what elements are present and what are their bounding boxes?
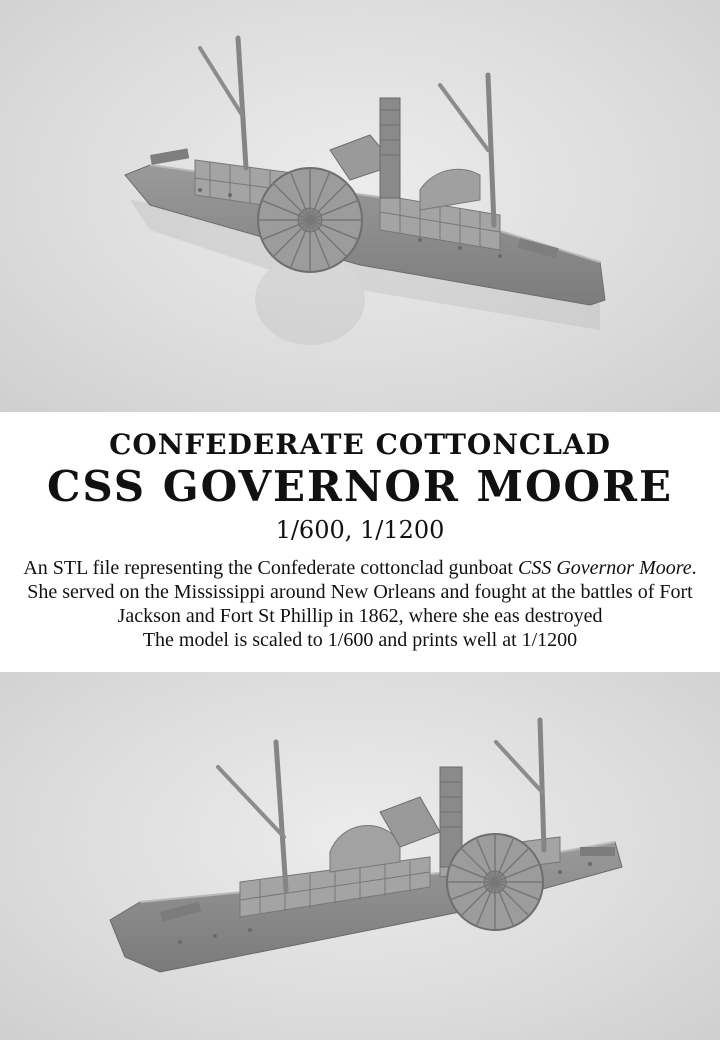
ship-render-top (0, 0, 720, 412)
description-text-b: . She served on the Mississippi around New Orleans and fought at the battles of Fort Jackson and Fort St Phillip in 1862, where she eas destroyed (27, 557, 697, 627)
description-paragraph-2: The model is scaled to 1/600 and prints well at 1/1200 (142, 629, 578, 651)
description (6, 556, 714, 652)
ship-render-bottom (0, 672, 720, 1040)
subtitle: CONFEDERATE COTTONCLAD (109, 428, 611, 461)
ship-model-image-bottom (0, 672, 720, 1040)
description-paragraph-1 (6, 556, 714, 628)
ship-name-italic: CSS Governor Moore (517, 557, 692, 579)
paddle-wheel-bottom (447, 834, 543, 930)
scales-label: 1/600, 1/1200 (275, 516, 445, 544)
page-title: CSS GOVERNOR MOORE (46, 462, 674, 511)
paddle-wheel (258, 168, 362, 272)
smokestack (380, 98, 400, 198)
ship-model-image-top (0, 0, 720, 412)
description-text-a: An STL file representing the Confederate cottonclad gunboat (23, 557, 518, 579)
info-panel (0, 412, 720, 672)
